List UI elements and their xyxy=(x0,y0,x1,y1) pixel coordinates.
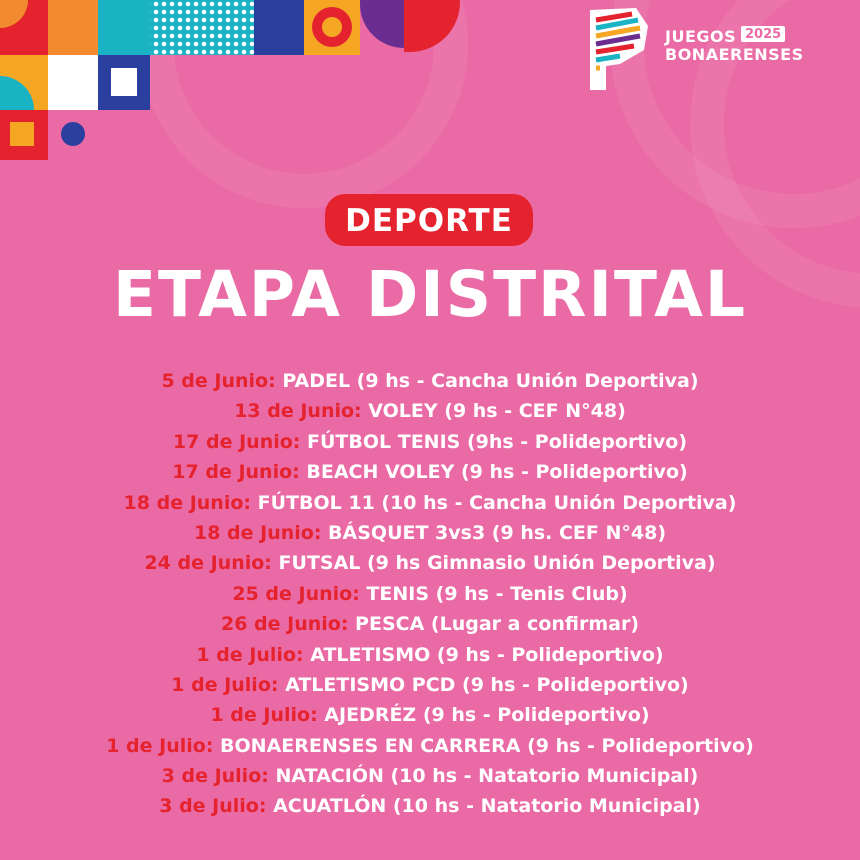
schedule-date: 26 de Junio: xyxy=(220,613,349,636)
schedule-date: 3 de Julio: xyxy=(159,795,267,818)
schedule-date: 17 de Junio: xyxy=(172,430,301,453)
schedule-item xyxy=(0,488,860,518)
schedule-item xyxy=(0,396,860,426)
juegos-bonaerenses-logo xyxy=(584,6,824,96)
geometric-mosaic-decoration xyxy=(0,0,470,160)
schedule-item xyxy=(0,548,860,578)
schedule-event: AJEDRÉZ (9 hs - Polideportivo) xyxy=(324,704,650,727)
schedule-list xyxy=(0,366,860,822)
schedule-date: 1 de Julio: xyxy=(106,734,214,757)
schedule-date: 1 de Julio: xyxy=(210,704,318,727)
schedule-date: 3 de Julio: xyxy=(161,765,269,788)
category-badge: DEPORTE xyxy=(325,194,533,246)
schedule-item xyxy=(0,518,860,548)
logo-text-juegos: JUEGOS xyxy=(665,27,737,46)
schedule-event: FÚTBOL 11 (10 hs - Cancha Unión Deportiva) xyxy=(257,491,737,514)
schedule-item xyxy=(0,700,860,730)
schedule-item xyxy=(0,761,860,791)
schedule-date: 1 de Julio: xyxy=(196,643,304,666)
schedule-date: 17 de Junio: xyxy=(172,461,300,484)
schedule-item xyxy=(0,427,860,457)
province-map-icon xyxy=(584,6,650,92)
schedule-event: NATACIÓN (10 hs - Natatorio Municipal) xyxy=(275,765,699,788)
schedule-item xyxy=(0,640,860,670)
schedule-date: 25 de Junio: xyxy=(232,582,360,605)
schedule-event: ACUATLÓN (10 hs - Natatorio Municipal) xyxy=(273,795,701,818)
schedule-event: FÚTBOL TENIS (9hs - Polideportivo) xyxy=(307,430,688,453)
schedule-date: 18 de Junio: xyxy=(123,491,251,514)
schedule-item xyxy=(0,579,860,609)
schedule-event: ATLETISMO (9 hs - Polideportivo) xyxy=(310,643,664,666)
schedule-date: 13 de Junio: xyxy=(234,400,362,423)
page-title: ETAPA DISTRITAL xyxy=(113,258,747,331)
logo-text-bonaerenses: BONAERENSES xyxy=(665,45,804,64)
schedule-event: BÁSQUET 3vs3 (9 hs. CEF N°48) xyxy=(328,521,667,544)
schedule-date: 18 de Junio: xyxy=(193,521,322,544)
logo-year-badge: 2025 xyxy=(741,26,785,42)
schedule-event: FUTSAL (9 hs Gimnasio Unión Deportiva) xyxy=(278,552,716,575)
schedule-item xyxy=(0,791,860,821)
schedule-event: VOLEY (9 hs - CEF N°48) xyxy=(368,400,626,423)
schedule-date: 5 de Junio: xyxy=(161,370,276,392)
schedule-item xyxy=(0,670,860,700)
schedule-item xyxy=(0,609,860,639)
schedule-event: BONAERENSES EN CARRERA (9 hs - Polideportivo) xyxy=(220,734,754,757)
schedule-event: PESCA (Lugar a confirmar) xyxy=(355,613,640,636)
schedule-event: PADEL (9 hs - Cancha Unión Deportiva) xyxy=(282,370,699,392)
schedule-event: BEACH VOLEY (9 hs - Polideportivo) xyxy=(306,461,688,484)
schedule-item xyxy=(0,366,860,396)
schedule-event: ATLETISMO PCD (9 hs - Polideportivo) xyxy=(285,673,689,696)
schedule-date: 1 de Julio: xyxy=(171,673,279,696)
schedule-item xyxy=(0,731,860,761)
schedule-event: TENIS (9 hs - Tenis Club) xyxy=(366,582,628,605)
schedule-date: 24 de Junio: xyxy=(144,552,272,575)
schedule-item xyxy=(0,457,860,487)
